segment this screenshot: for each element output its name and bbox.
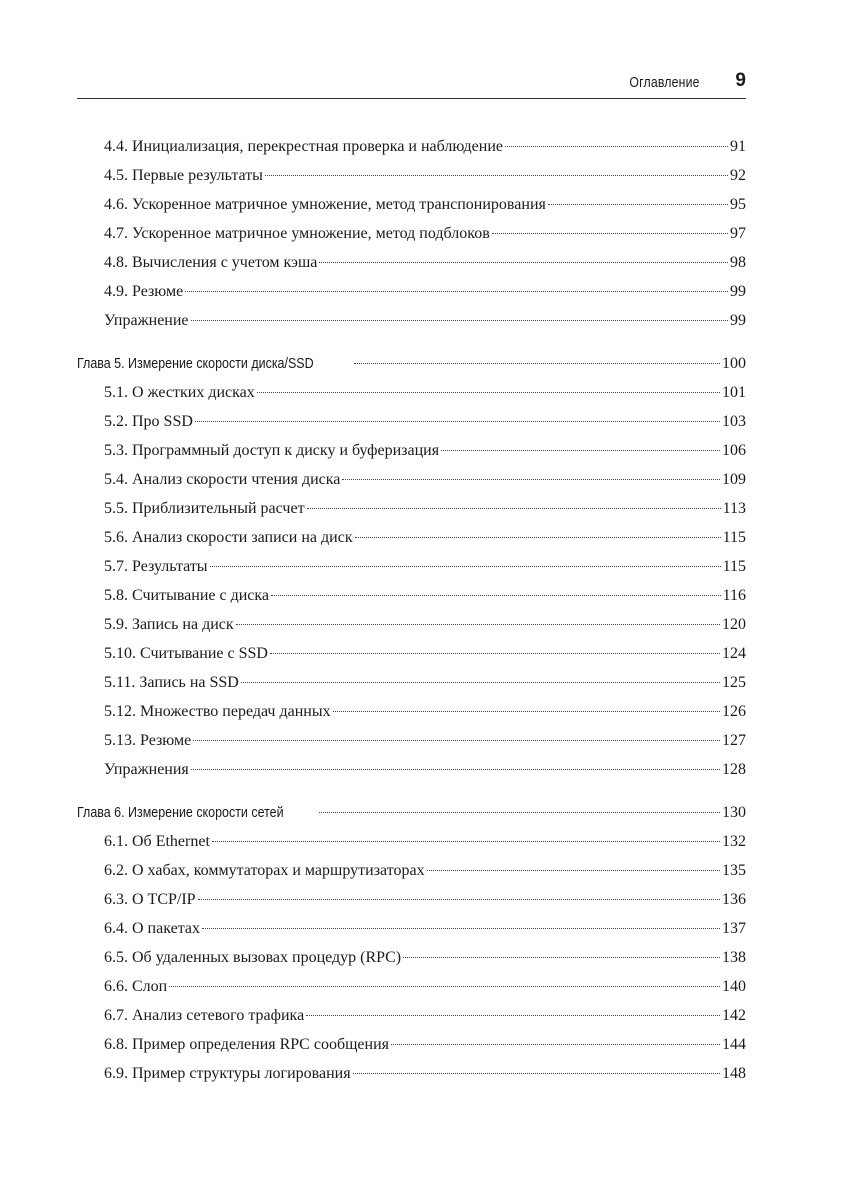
toc-entry-page: 120 [722, 616, 746, 633]
toc-section-entry[interactable] [77, 306, 746, 335]
dot-leader [319, 812, 720, 813]
toc-entry-page: 115 [722, 529, 746, 546]
dot-leader [198, 899, 720, 900]
toc-section-entry[interactable] [77, 132, 746, 161]
toc-section-entry[interactable] [77, 581, 746, 610]
toc-section-entry[interactable] [77, 610, 746, 639]
toc-entry-title: 6.6. Слоп [104, 978, 168, 995]
toc-entry-page: 106 [722, 442, 746, 459]
dot-leader [195, 421, 720, 422]
toc-entry-page: 140 [722, 978, 746, 995]
page-header [77, 68, 746, 99]
toc-entry-page: 124 [722, 645, 746, 662]
toc-entry-title: 5.4. Анализ скорости чтения диска [104, 471, 341, 488]
toc-section-entry[interactable] [77, 1001, 746, 1030]
toc-entry-page: 138 [722, 949, 746, 966]
toc-entry-title: 5.3. Программный доступ к диску и буферизация [104, 442, 440, 459]
toc-entry-title: 6.1. Об Ethernet [104, 833, 210, 850]
dot-leader [191, 320, 728, 321]
dot-leader [391, 1044, 720, 1045]
toc-section-entry[interactable] [77, 726, 746, 755]
toc-section-entry[interactable] [77, 219, 746, 248]
dot-leader [193, 740, 720, 741]
dot-leader [548, 204, 728, 205]
toc-entry-page: 116 [722, 587, 746, 604]
toc-entry-page: 128 [722, 761, 746, 778]
toc-entry-title: 4.6. Ускоренное матричное умножение, метод транспонирования [104, 196, 546, 213]
dot-leader [257, 392, 720, 393]
toc-entry-page: 92 [730, 167, 746, 184]
toc-entry-page: 130 [722, 804, 746, 821]
toc-entry-title: 5.10. Считывание с SSD [104, 645, 268, 662]
dot-leader [427, 870, 720, 871]
toc-entry-title: 5.9. Запись на диск [104, 616, 234, 633]
page-number: 9 [735, 70, 746, 91]
dot-leader [403, 957, 720, 958]
toc-entry-page: 127 [722, 732, 746, 749]
toc-section-entry[interactable] [77, 914, 746, 943]
toc-section-entry[interactable] [77, 378, 746, 407]
dot-leader [306, 1015, 720, 1016]
toc-section-entry[interactable] [77, 407, 746, 436]
toc-entry-title: Глава 5. Измерение скорости диска/SSD [77, 356, 314, 372]
dot-leader [333, 711, 720, 712]
running-title: Оглавление [629, 74, 700, 91]
dot-leader [307, 508, 721, 509]
toc-entry-page: 144 [722, 1036, 746, 1053]
toc-entry-page: 100 [722, 355, 746, 372]
toc-section-entry[interactable] [77, 885, 746, 914]
toc-section-entry[interactable] [77, 552, 746, 581]
dot-leader [169, 986, 720, 987]
toc-section-entry[interactable] [77, 755, 746, 784]
dot-leader [505, 146, 728, 147]
toc-entry-title: 6.4. О пакетах [104, 920, 200, 937]
dot-leader [441, 450, 720, 451]
toc-section-entry[interactable] [77, 639, 746, 668]
toc-entry-page: 101 [722, 384, 746, 401]
toc-entry-page: 91 [730, 138, 746, 155]
toc-entry-page: 95 [730, 196, 746, 213]
dot-leader [191, 769, 720, 770]
toc-section-entry[interactable] [77, 827, 746, 856]
toc-entry-title: 6.9. Пример структуры логирования [104, 1065, 351, 1082]
dot-leader [355, 537, 721, 538]
toc-section-entry[interactable] [77, 668, 746, 697]
toc-section-entry[interactable] [77, 523, 746, 552]
toc-entry-title: 5.13. Резюме [104, 732, 192, 749]
toc-entry-title: 4.9. Резюме [104, 283, 184, 300]
table-of-contents [77, 132, 746, 1088]
toc-section-entry[interactable] [77, 190, 746, 219]
dot-leader [354, 363, 720, 364]
dot-leader [236, 624, 720, 625]
dot-leader [492, 233, 728, 234]
toc-entry-title: 5.8. Считывание с диска [104, 587, 270, 604]
toc-section-entry[interactable] [77, 248, 746, 277]
toc-entry-page: 126 [722, 703, 746, 720]
toc-entry-title: 5.5. Приблизительный расчет [104, 500, 305, 517]
toc-entry-title: 6.5. Об удаленных вызовах процедур (RPC) [104, 949, 402, 966]
toc-section-entry[interactable] [77, 494, 746, 523]
dot-leader [270, 653, 720, 654]
toc-entry-page: 125 [722, 674, 746, 691]
dot-leader [265, 175, 728, 176]
dot-leader [353, 1073, 720, 1074]
toc-chapter-entry[interactable] [77, 349, 746, 378]
toc-entry-page: 99 [730, 312, 746, 329]
toc-entry-title: Глава 6. Измерение скорости сетей [77, 805, 284, 821]
toc-entry-title: 5.1. О жестких дисках [104, 384, 255, 401]
toc-entry-page: 148 [722, 1065, 746, 1082]
toc-entry-title: 6.7. Анализ сетевого трафика [104, 1007, 305, 1024]
toc-entry-title: 4.5. Первые результаты [104, 167, 263, 184]
toc-entry-title: 5.11. Запись на SSD [104, 674, 239, 691]
toc-entry-page: 135 [722, 862, 746, 879]
toc-entry-title: 5.7. Результаты [104, 558, 208, 575]
toc-entry-page: 115 [722, 558, 746, 575]
toc-section-entry[interactable] [77, 972, 746, 1001]
toc-section-entry[interactable] [77, 1030, 746, 1059]
toc-entry-title: Упражнение [104, 312, 189, 329]
toc-entry-title: 4.7. Ускоренное матричное умножение, метод подблоков [104, 225, 490, 242]
toc-entry-page: 142 [722, 1007, 746, 1024]
toc-entry-title: 6.8. Пример определения RPC сообщения [104, 1036, 389, 1053]
toc-entry-page: 103 [722, 413, 746, 430]
toc-section-entry[interactable] [77, 277, 746, 306]
toc-entry-page: 109 [722, 471, 746, 488]
toc-entry-title: 5.6. Анализ скорости записи на диск [104, 529, 353, 546]
toc-section-entry[interactable] [77, 436, 746, 465]
toc-entry-page: 132 [722, 833, 746, 850]
dot-leader [319, 262, 728, 263]
toc-entry-title: 5.2. Про SSD [104, 413, 193, 430]
toc-entry-title: 4.8. Вычисления с учетом кэша [104, 254, 318, 271]
dot-leader [212, 841, 720, 842]
toc-entry-title: 4.4. Инициализация, перекрестная проверка и наблюдение [104, 138, 503, 155]
toc-entry-title: Упражнения [104, 761, 189, 778]
toc-entry-page: 136 [722, 891, 746, 908]
toc-entry-page: 97 [730, 225, 746, 242]
toc-entry-title: 6.2. О хабах, коммутаторах и маршрутизаторах [104, 862, 425, 879]
dot-leader [271, 595, 721, 596]
dot-leader [342, 479, 720, 480]
toc-section-entry[interactable] [77, 856, 746, 885]
toc-entry-page: 99 [730, 283, 746, 300]
toc-entry-title: 5.12. Множество передач данных [104, 703, 331, 720]
toc-entry-title: 6.3. О TCP/IP [104, 891, 196, 908]
dot-leader [210, 566, 721, 567]
toc-entry-page: 113 [722, 500, 746, 517]
toc-section-entry[interactable] [77, 1059, 746, 1088]
toc-entry-page: 137 [722, 920, 746, 937]
toc-section-entry[interactable] [77, 697, 746, 726]
dot-leader [241, 682, 720, 683]
dot-leader [185, 291, 728, 292]
toc-section-entry[interactable] [77, 465, 746, 494]
toc-chapter-entry[interactable] [77, 798, 746, 827]
toc-entry-page: 98 [730, 254, 746, 271]
dot-leader [202, 928, 720, 929]
toc-section-entry[interactable] [77, 161, 746, 190]
toc-section-entry[interactable] [77, 943, 746, 972]
